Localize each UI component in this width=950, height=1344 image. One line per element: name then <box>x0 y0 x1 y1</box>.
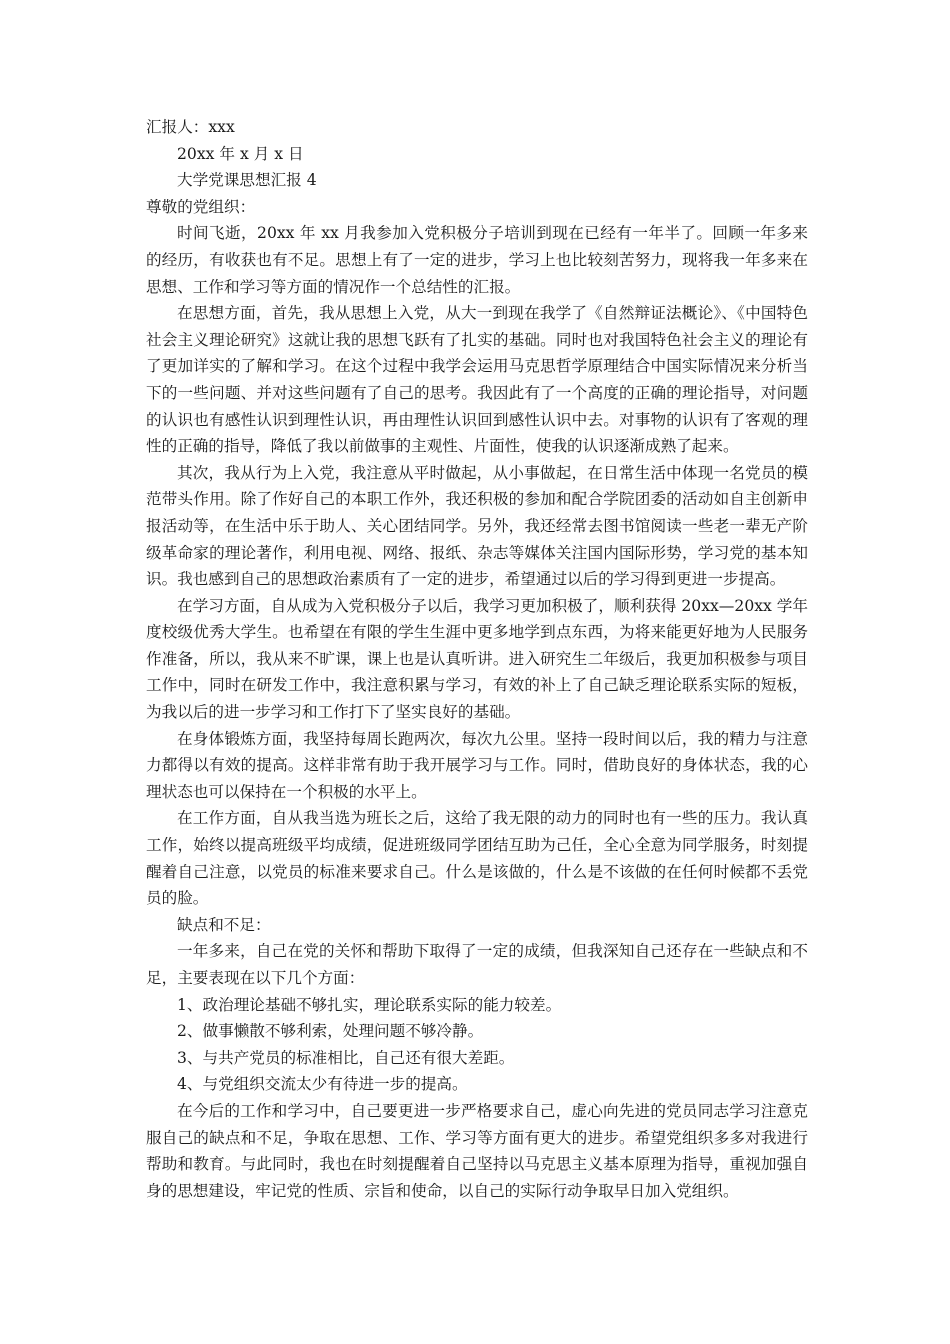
paragraph-study: 在学习方面，自从成为入党积极分子以后，我学习更加积极了，顺利获得 20xx—20xx 学年度校级优秀大学生。也希望在有限的学生生涯中更多地学到点东西，为将来能更好地为人民服务作准备，所以，我从来不旷课，课上也是认真听讲。进入研究生二年级后，我更加积极参与项目工作中，同时在研发工作中，我注意积累与学习，有效的补上了自己缺乏理论联系实际的短板，为我以后的进一步学习和工作打下了坚实良好的基础。 <box>146 596 808 722</box>
document-page <box>146 114 808 1204</box>
paragraph-shortcomings: 一年多来，自己在党的关怀和帮助下取得了一定的成绩，但我深知自己还存在一些缺点和不足，主要表现在以下几个方面： <box>146 942 808 987</box>
paragraph-work: 在工作方面，自从我当选为班长之后，这给了我无限的动力的同时也有一些的压力。我认真工作，始终以提高班级平均成绩，促进班级同学团结互助为己任，全心全意为同学服务，时刻提醒着自己注意，以党员的标准来要求自己。什么是该做的，什么是不该做的在任何时候都不丢党员的脸。 <box>146 809 808 908</box>
paragraph-intro: 时间飞逝，20xx 年 xx 月我参加入党积极分子培训到现在已经有一年半了。回顾一年多来的经历，有收获也有不足。思想上有了一定的进步，学习上也比较刻苦努力，现将我一年多来在思想、工作和学习等方面的情况作一个总结性的汇报。 <box>146 224 808 296</box>
shortcomings-heading: 缺点和不足： <box>177 915 271 934</box>
paragraph-exercise: 在身体锻炼方面，我坚持每周长跑两次，每次九公里。坚持一段时间以后，我的精力与注意力都得以有效的提高。这样非常有助于我开展学习与工作。同时，借助良好的身体状态，我的心理状态也可以保持在一个积极的水平上。 <box>146 729 808 801</box>
salutation: 尊敬的党组织： <box>146 197 256 216</box>
document-title: 大学党课思想汇报 4 <box>177 171 317 190</box>
date-line: 20xx 年 x 月 x 日 <box>177 144 304 163</box>
paragraph-thought: 在思想方面，首先，我从思想上入党，从大一到现在我学了《自然辩证法概论》、《中国特色社会主义理论研究》这就让我的思想飞跃有了扎实的基础。同时也对我国特色社会主义的理论有了更加详实的了解和学习。在这个过程中我学会运用马克思哲学原理结合中国实际情况来分析当下的一些问题、并对这些问题有了自己的思考。我因此有了一个高度的正确的理论指导，对问题的认识也有感性认识到理性认识，再由理性认识回到感性认识中去。对事物的认识有了客观的理性的正确的指导，降低了我以前做事的主观性、片面性，使我的认识逐渐成熟了起来。 <box>146 304 808 456</box>
list-item: 1、政治理论基础不够扎实，理论联系实际的能力较差。 <box>177 995 562 1014</box>
reporter-line: 汇报人：xxx <box>146 118 235 136</box>
paragraph-conclusion: 在今后的工作和学习中，自己要更进一步严格要求自己，虚心向先进的党员同志学习注意克服自己的缺点和不足，争取在思想、工作、学习等方面有更大的进步。希望党组织多多对我进行帮助和教育。与此同时，我也在时刻提醒着自己坚持以马克思主义基本原理为指导，重视加强自身的思想建设，牢记党的性质、宗旨和使命，以自己的实际行动争取早日加入党组织。 <box>146 1101 808 1200</box>
paragraph-behavior: 其次，我从行为上入党，我注意从平时做起，从小事做起，在日常生活中体现一名党员的模范带头作用。除了作好自己的本职工作外，我还积极的参加和配合学院团委的活动如自主创新申报活动等，在生活中乐于助人、关心团结同学。另外，我还经常去图书馆阅读一些老一辈无产阶级革命家的理论著作，利用电视、网络、报纸、杂志等媒体关注国内国际形势，学习党的基本知识。我也感到自己的思想政治素质有了一定的进步，希望通过以后的学习得到更进一步提高。 <box>146 463 808 589</box>
list-item: 2、做事懒散不够利索，处理问题不够冷静。 <box>177 1022 484 1041</box>
list-item: 4、与党组织交流太少有待进一步的提高。 <box>177 1075 468 1094</box>
list-item: 3、与共产党员的标准相比，自己还有很大差距。 <box>177 1048 515 1067</box>
